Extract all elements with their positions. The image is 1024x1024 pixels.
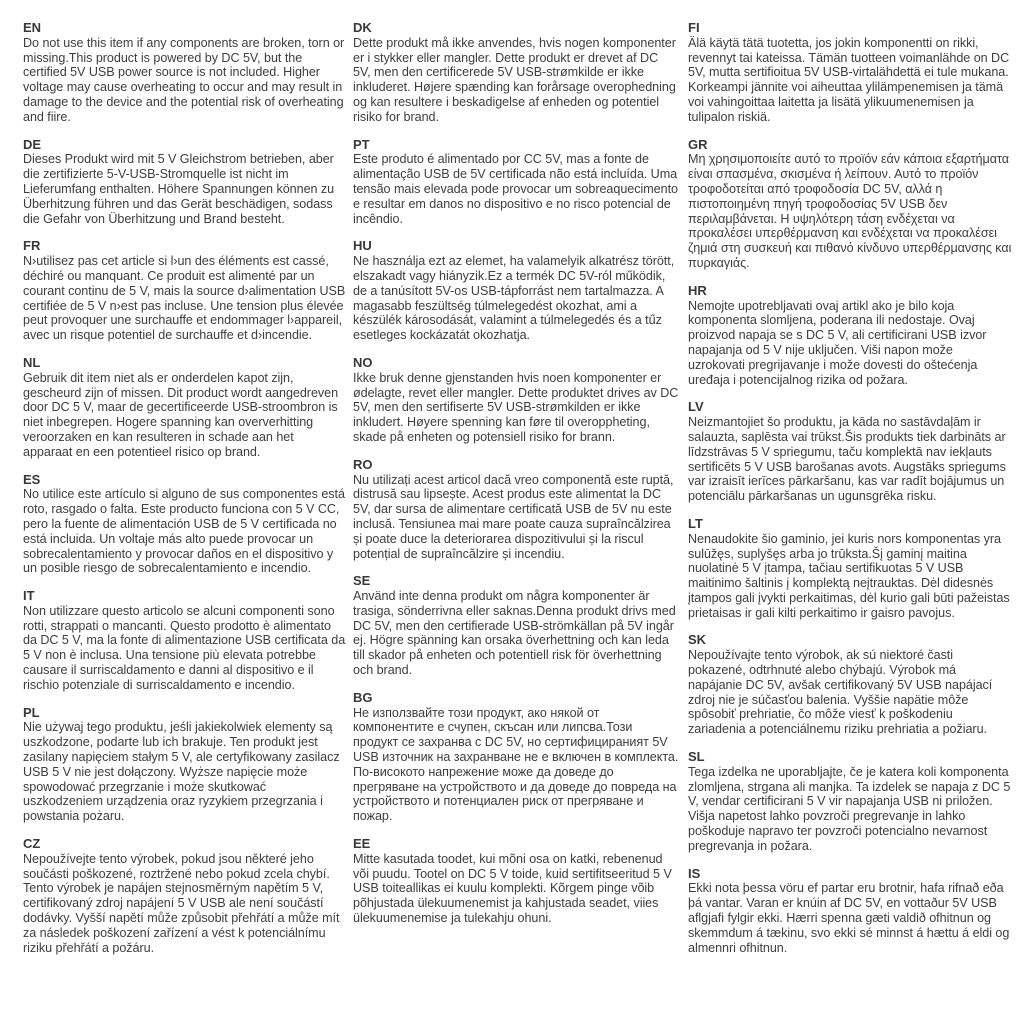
language-section-fi: [688, 21, 1012, 125]
language-code: HR: [688, 282, 707, 298]
language-code: ES: [23, 471, 41, 487]
language-text: Ikke bruk denne gjenstanden hvis noen komponenter er ødelagte, revet eller mangler. Dette produktet drives av DC 5V, men den sertifiserte 5V USB-strømkilden er ikke inkludert. Høyere spenning kan føre til overoppheting, skade på enheten og potensiell risiko for brann.: [353, 370, 679, 444]
language-text: Este produto é alimentado por CC 5V, mas a fonte de alimentação USB de 5V certificada não está incluída. Uma tensão mais elevada pode provocar um sobreaquecimento e resultar em danos no dispositivo e no risco potencial de incêndio.: [353, 152, 678, 226]
language-section-sk: [688, 633, 1012, 737]
language-section-gr: [688, 138, 1012, 271]
language-text: Ne használja ezt az elemet, ha valamelyik alkatrész törött, elszakadt vagy hiányzik.Ez a termék DC 5V-ról működik, de a tanúsított 5V-os USB-tápforrást nem tartalmazza. A magasabb feszültség túlmelegedést okozhat, ami a készülék károsodását, valamint a túlmelegedés és a tűz esetleges kockázatát okozhatja.: [353, 254, 675, 343]
language-text: Nie używaj tego produktu, jeśli jakiekolwiek elementy są uszkodzone, podarte lub ich brakuje. Ten produkt jest zasilany napięciem stałym 5 V, ale certyfikowany zasilacz USB 5 V nie jest dołączony. Wyższe napięcie może spowodować przegrzanie i może skutkować uszkodzeniem urządzenia oraz ryzykiem przegrzania i powstania pożaru.: [23, 720, 340, 824]
language-text: Nepoužívajte tento výrobok, ak sú niektoré časti pokazené, odtrhnuté alebo chýbajú. Výrobok má napájanie DC 5V, avšak certifikovaný 5V USB napájací zdroj nie je súčasťou balenia. Vyššie napätie môže spôsobiť prehriatie, čo môže viesť k poškodeniu zariadenia a potenciálnemu riziku prehriatia a požiaru.: [688, 648, 993, 737]
language-code: NO: [353, 354, 373, 370]
language-section-se: [353, 574, 679, 678]
language-code: LT: [688, 515, 703, 531]
language-text: Не използвайте този продукт, ако някой от компонентите е счупен, скъсан или липсва.Този продукт се захранва с DC 5V, но сертифицираният 5V USB източник на захранване не е включен в комплекта. По-високото напрежение може да доведе до прегряване на устройството и да доведе до повреда на устройството и потенциален риск от прегряване и пожар.: [353, 705, 679, 824]
language-text: Nemojte upotrebljavati ovaj artikl ako je bilo koja komponenta slomljena, poderana ili nedostaje. Ovaj proizvod napaja se s DC 5 V, ali certificirani USB izvor napajanja od 5 V nije uključen. Viši napon može uzrokovati pregrijavanje i može dovesti do oštećenja uređaja i potencijalnog rizika od požara.: [688, 298, 987, 387]
language-section-no: [353, 356, 679, 445]
language-text: Nu utilizați acest articol dacă vreo componentă este ruptă, distrusă sau lipsește. Acest produs este alimentat la DC 5V, dar sursa de alimentare certificată USB de 5V nu este inclusă. Tensiunea mai mare poate cauza supraîncălzirea și poate duce la deteriorarea dispozitivului și la riscul potențial de supraîncălzire și incendiu.: [353, 472, 674, 561]
language-code: LV: [688, 399, 704, 415]
language-code: DK: [353, 20, 372, 35]
language-code: IT: [23, 588, 35, 604]
language-code: PT: [353, 136, 370, 152]
language-text: Dieses Produkt wird mit 5 V Gleichstrom betrieben, aber die zertifizierte 5-V-USB-Stromquelle ist nicht im Lieferumfang enthalten. Höhere Spannungen können zu Überhitzung führen und das Gerät beschädigen, sodass die Gefahr von Überhitzung und Brand besteht.: [23, 152, 335, 226]
language-section-fr: [23, 239, 346, 343]
column-1: [23, 21, 346, 1024]
language-section-sl: [688, 750, 1012, 854]
language-section-hr: [688, 284, 1012, 388]
column-2: [353, 21, 679, 1024]
language-section-cz: [23, 837, 346, 955]
language-section-es: [23, 473, 346, 577]
language-code: EN: [23, 20, 42, 35]
language-code: HU: [353, 238, 372, 254]
language-code: PL: [23, 704, 40, 720]
language-section-pt: [353, 138, 679, 227]
language-code: BG: [353, 689, 373, 705]
column-3: [688, 21, 1012, 1024]
language-text: No utilice este artículo si alguno de sus componentes está roto, rasgado o falta. Este producto funciona con 5 V CC, pero la fuente de alimentación USB de 5 V certificada no está incluida. Un voltaje más alto puede provocar un sobrecalentamiento y provocar daños en el dispositivo y un posible riesgo de sobrecalentamiento e incendio.: [23, 487, 345, 576]
language-code: FR: [23, 238, 41, 254]
language-section-hu: [353, 239, 679, 343]
language-text: Tega izdelka ne uporabljajte, če je katera koli komponenta zlomljena, strgana ali manjka. Ta izdelek se napaja z DC 5 V, vendar certificirani 5 V vir napajanja USB ni priložen. Višja napetost lahko povzroči pregrevanje in lahko poškoduje napravo ter povzroči potencialno nevarnost pregrevanja in požara.: [688, 764, 1011, 853]
language-section-ro: [353, 458, 679, 562]
language-section-en: [23, 21, 346, 125]
language-code: RO: [353, 456, 373, 472]
language-code: NL: [23, 354, 41, 370]
language-code: EE: [353, 836, 371, 852]
language-code: IS: [688, 865, 701, 881]
language-text: Mitte kasutada toodet, kui mõni osa on katki, rebenenud või puudu. Tootel on DC 5 V toide, kuid sertifitseeritud 5 V USB toiteallikas ei kuulu komplekti. Kõrgem pinge võib põhjustada ülekuumenemist ja kahjustada seadet, viies ülekuumenemise ja tulekahju ohuni.: [353, 851, 672, 926]
language-text: Neizmantojiet šo produktu, ja kāda no sastāvdaļām ir salauzta, saplēsta vai trūkst.Šis produkts tiek darbināts ar līdzstrāvas 5 V spriegumu, taču komplektā nav iekļauts sertificēts 5 V USB barošanas avots. Augstāks spriegums var izraisīt ierīces pārkaršanu, kas var radīt bojājumus un potenciālu pārkaršanas un ugunsgrēka risku.: [688, 415, 1006, 504]
language-section-pl: [23, 706, 346, 824]
language-section-nl: [23, 356, 346, 460]
language-text: Ekki nota þessa vöru ef partar eru brotnir, hafa rifnað eða þá vantar. Varan er knúin af DC 5V, en vottaður 5V USB aflgjafi fylgir ekki. Hærri spenna gæti valdið ofhitnun og skemmdum á tækinu, svo ekki sé minnst á hættu á eldi og almennri ofhitnun.: [688, 881, 1010, 955]
language-text: Gebruik dit item niet als er onderdelen kapot zijn, gescheurd zijn of missen. Dit product wordt aangedreven door DC 5 V, maar de gecertificeerde USB-stroombron is niet inbegrepen. Hogere spanning kan oververhitting veroorzaken en kan resulteren in schade aan het apparaat en een potentieel risico op brand.: [23, 370, 339, 459]
language-code: SL: [688, 749, 705, 765]
language-code: CZ: [23, 836, 41, 852]
language-section-bg: [353, 691, 679, 824]
language-section-dk: [353, 21, 679, 125]
language-text: Dette produkt må ikke anvendes, hvis nogen komponenter er i stykker eller mangler. Dette produkt er drevet af DC 5V, men den certificerede 5V USB-strømkilde er ikke inkluderet. Højere spænding kan forårsage overophedning og kan resultere i beskadigelse af enheden og potentiel risiko for brand.: [353, 35, 676, 124]
language-section-ee: [353, 837, 679, 926]
language-text: Nenaudokite šio gaminio, jei kuris nors komponentas yra sulūžęs, suplyšęs arba jo trūksta.Šį gaminį maitina nuolatinė 5 V įtampa, tačiau sertifikuotas 5 V USB maitinimo šaltinis į komplektą neįtrauktas. Dėl didesnės įtampos gali įvykti perkaitimas, dėl kurio gali būti pažeistas prietaisas ir gali kilti perkaitimo ir gaisro pavojus.: [688, 531, 1010, 620]
language-code: DE: [23, 136, 42, 152]
language-text: Μη χρησιμοποιείτε αυτό το προϊόν εάν κάποια εξαρτήματα είναι σπασμένα, σκισμένα ή λείπουν. Αυτό το προϊόν τροφοδοτείται από τροφοδοσία DC 5V, αλλά η πιστοποιημένη πηγή τροφοδοσίας 5V USB δεν περιλαμβάνεται. Η υψηλότερη τάση ενδέχεται να προκαλέσει υπερθέρμανση και ενδέχεται να προκαλέσει ζημιά στη συσκευή και πιθανό κίνδυνο υπερθέρμανσης και πυρκαγιάς.: [688, 152, 1012, 270]
language-text: Non utilizzare questo articolo se alcuni componenti sono rotti, strappati o mancanti. Questo prodotto è alimentato da DC 5 V, ma la fonte di alimentazione USB certificata da 5 V non è inclusa. Una tensione più elevata potrebbe causare il surriscaldamento e danni al dispositivo e il rischio potenziale di surriscaldamento e incendio.: [23, 603, 346, 692]
language-code: GR: [688, 136, 708, 152]
language-section-lv: [688, 400, 1012, 504]
language-code: SE: [353, 573, 371, 589]
language-section-de: [23, 138, 346, 227]
language-section-it: [23, 589, 346, 693]
language-text: Nepoužívejte tento výrobek, pokud jsou některé jeho součásti poškozené, roztržené nebo pokud zcela chybí. Tento výrobek je napájen stejnosměrným napětím 5 V, certifikovaný zdroj napájení 5 V USB ale není součástí dodávky. Vyšší napětí může způsobit přehřátí a může mít za následek poškození zařízení a vést k potenciálnímu riziku přehřátí a požáru.: [23, 851, 340, 955]
language-code: FI: [688, 20, 700, 35]
language-code: SK: [688, 632, 707, 648]
language-section-is: [688, 867, 1012, 956]
language-text: Använd inte denna produkt om några komponenter är trasiga, sönderrivna eller saknas.Denna produkt drivs med DC 5V, men den certifierade USB-strömkällan på 5V ingår ej. Högre spänning kan orsaka överhettning och kan leda till skador på enheten och potentiell risk för överhettning och brand.: [353, 589, 676, 678]
language-text: Do not use this item if any components are broken, torn or missing.This product is powered by DC 5V, but the certified 5V USB power source is not included. Higher voltage may cause overheating to occur and may result in damage to the device and the potential risk of overheating and fiire.: [23, 35, 345, 124]
language-text: Älä käytä tätä tuotetta, jos jokin komponentti on rikki, revennyt tai kateissa. Tämän tuotteen voimanlähde on DC 5V, mutta sertifioitua 5V USB-virtalähdettä ei tule mukana. Korkeampi jännite voi aiheuttaa ylilämpenemisen ja tämä voi vahingoittaa laitetta ja lisätä ylikuumenemisen ja tulipalon riskiä.: [688, 35, 1010, 124]
language-section-lt: [688, 517, 1012, 621]
language-text: N›utilisez pas cet article si l›un des éléments est cassé, déchiré ou manquant. Ce produit est alimenté par un courant continu de 5 V, mais la source d›alimentation USB certifiée de 5 V n›est pas incluse. Une tension plus élevée peut provoquer une surchauffe et endommager l›appareil, avec un risque potentiel de surchauffe et d›incendie.: [23, 254, 346, 343]
